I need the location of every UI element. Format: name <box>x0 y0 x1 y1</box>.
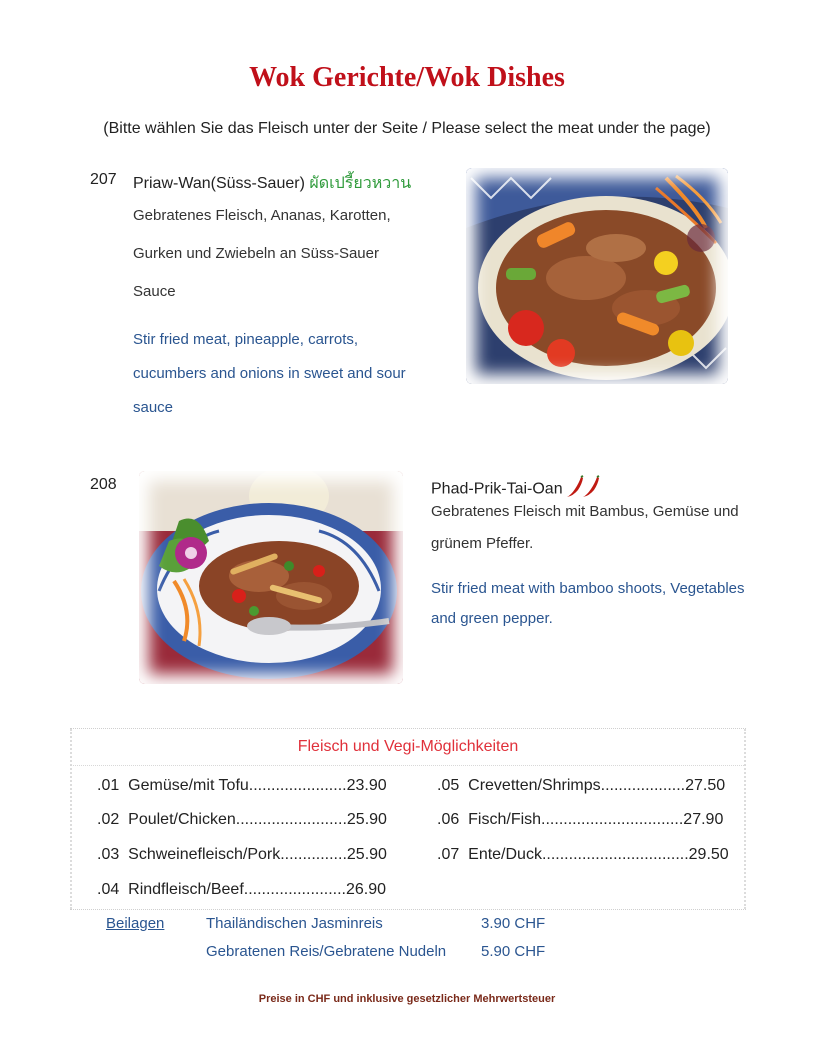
page-title: Wok Gerichte/Wok Dishes <box>249 62 565 93</box>
panel-border-left <box>70 729 72 909</box>
dish-name-207 <box>133 171 411 196</box>
dish-name-latin: Phad-Prik-Tai-Oan <box>431 480 563 498</box>
divider <box>70 765 746 766</box>
page-subtitle: (Bitte wählen Sie das Fleisch unter der Seite / Please select the meat under the page) <box>103 120 711 137</box>
price-footnote: Preise in CHF und inklusive gesetzlicher Mehrwertsteuer <box>258 993 556 1005</box>
meat-option-04: .04 Rindfleisch/Beef.......................26.90 <box>97 881 387 898</box>
meat-option-02: .02 Poulet/Chicken.........................25.90 <box>97 811 387 828</box>
dish-number-207: 207 <box>90 171 117 188</box>
green-pepper-stir-fry-photo <box>139 471 403 684</box>
side-item-price: 5.90 CHF <box>481 943 546 960</box>
side-item-name: Gebratenen Reis/Gebratene Nudeln <box>206 943 447 960</box>
meat-option-06: .06 Fisch/Fish................................27.90 <box>437 811 724 828</box>
sweet-sour-stir-fry-photo <box>466 168 728 384</box>
dish-description-en: Stir fried meat with bamboo shoots, Vegetables and green pepper. <box>431 580 745 627</box>
dish-name-thai: ผัดเปรี้ยวหวาน <box>309 175 412 192</box>
dish-name-latin: Priaw-Wan(Süss-Sauer) <box>133 175 305 192</box>
meat-option-05: .05 Crevetten/Shrimps...................27.50 <box>437 777 726 794</box>
meat-options-panel <box>70 728 746 910</box>
meat-options-title: Fleisch und Vegi-Möglichkeiten <box>297 738 519 755</box>
dish-description-de: Gebratenes Fleisch mit Bambus, Gemüse und grünem Pfeffer. <box>431 503 739 552</box>
meat-option-07: .07 Ente/Duck.................................29.50 <box>437 846 729 863</box>
meat-option-03: .03 Schweinefleisch/Pork...............25.90 <box>97 846 387 863</box>
dish-description-de: Gebratenes Fleisch, Ananas, Karotten, Gurken und Zwiebeln an Süss-Sauer Sauce <box>133 207 391 300</box>
side-item-price: 3.90 CHF <box>481 915 546 932</box>
side-item-name: Thailändischen Jasminreis <box>206 915 383 932</box>
dish-number-208: 208 <box>90 476 117 493</box>
panel-border-right <box>744 729 746 909</box>
beilagen-link[interactable]: Beilagen <box>106 915 165 932</box>
dish-description-en: Stir fried meat, pineapple, carrots, cucumbers and onions in sweet and sour sauce <box>133 331 406 416</box>
meat-option-01: .01 Gemüse/mit Tofu......................23.90 <box>97 777 387 794</box>
